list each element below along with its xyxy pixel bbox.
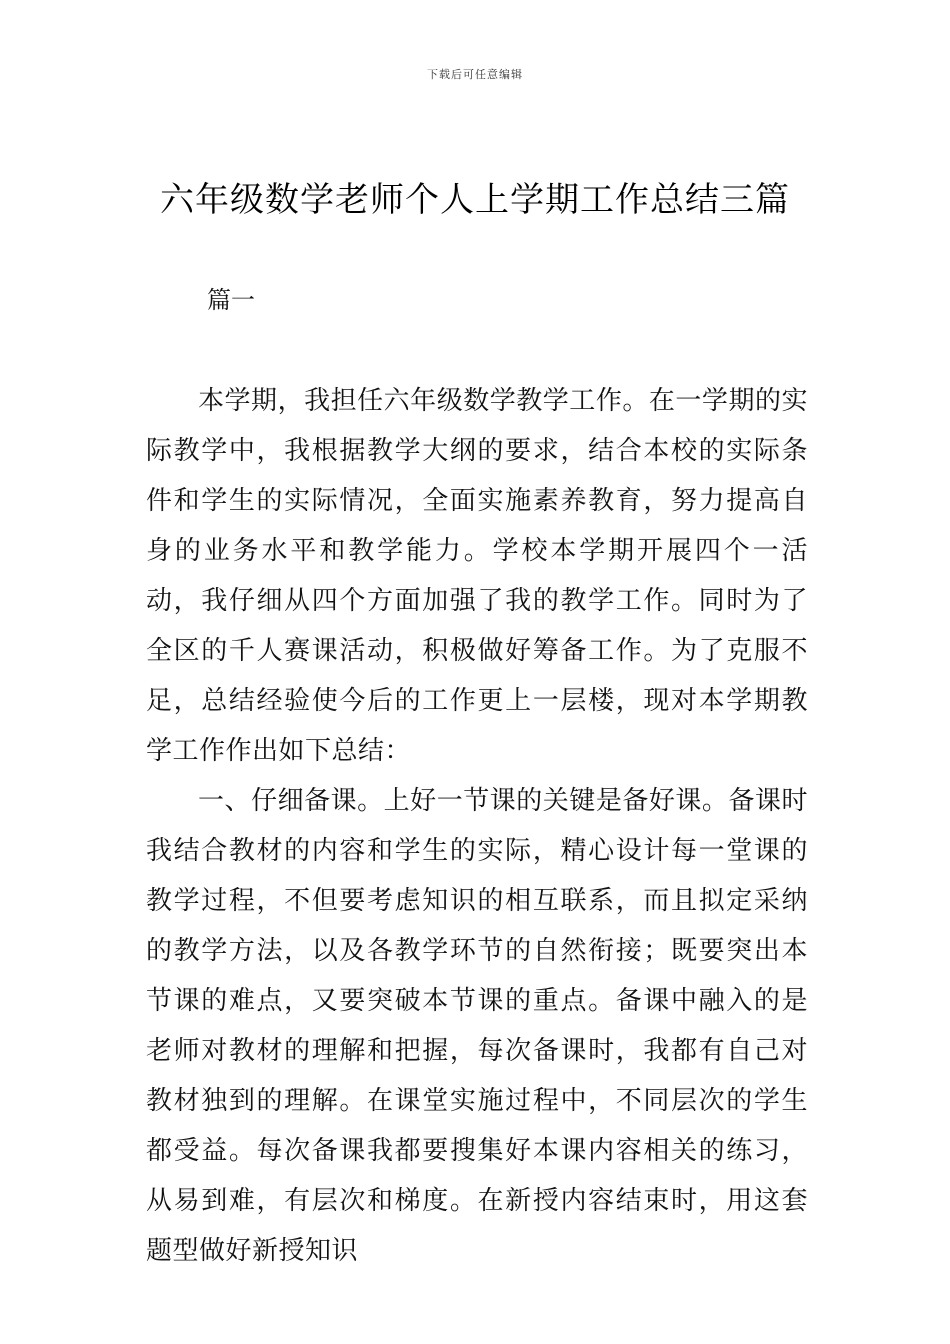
paragraph-intro: 本学期，我担任六年级数学教学工作。在一学期的实际教学中，我根据教学大纲的要求，结合本校的实际条件和学生的实际情况，全面实施素养教育，努力提高自身的业务水平和教学能力。学校本学期开展四个一活动，我仔细从四个方面加强了我的教学工作。同时为了全区的千人赛课活动，积极做好筹备工作。为了克服不足，总结经验使今后的工作更上一层楼，现对本学期教学工作作出如下总结：	[146, 386, 808, 766]
paragraph-lesson-prep: 一、仔细备课。上好一节课的关键是备好课。备课时我结合教材的内容和学生的实际，精心设计每一堂课的教学过程，不但要考虑知识的相互联系，而且拟定采纳的教学方法，以及各教学环节的自然衔接；既要突出本节课的难点，又要突破本节课的重点。备课中融入的是老师对教材的理解和把握，每次备课时，我都有自己对教材独到的理解。在课堂实施过程中，不同层次的学生都受益。每次备课我都要搜集好本课内容相关的练习，从易到难，有层次和梯度。在新授内容结束时，用这套题型做好新授知识	[146, 786, 808, 1266]
page-header-note: 下载后可任意编辑	[427, 68, 523, 81]
document-body	[146, 376, 808, 1276]
section-label: 篇一	[207, 286, 255, 314]
document-title: 六年级数学老师个人上学期工作总结三篇	[160, 180, 790, 220]
